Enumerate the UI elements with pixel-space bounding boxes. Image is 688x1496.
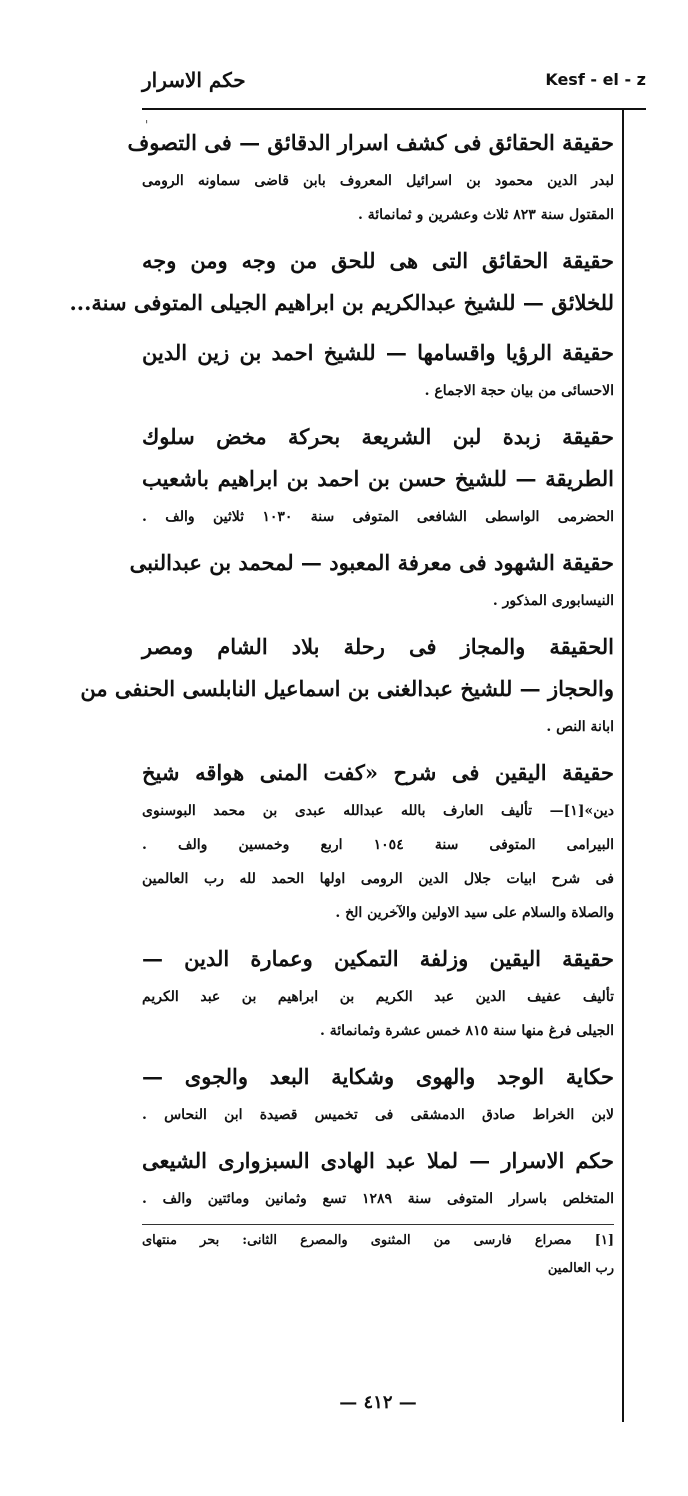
entry-title-line: حقيقة اليقين فى شرح «كفت المنى هواقه شيخ <box>142 760 614 785</box>
entry-title-line: حكم الاسرار — لملا عبد الهادى السبزوارى الشيعى <box>142 1148 614 1173</box>
entry-title-line: والحجاز — للشيخ عبدالغنى بن اسماعيل النابلسى الحنفى من <box>80 676 614 701</box>
entry-title-line: حقيقة الحقائق فى كشف اسرار الدقائق — فى التصوف <box>127 130 614 155</box>
page-number: — ٤١٢ — <box>339 1392 417 1413</box>
entry-title-line: للخلائق — للشيخ عبدالكريم بن ابراهيم الجيلى المتوفى سنة... <box>69 290 614 315</box>
entry-body-line: البيرامى المتوفى سنة ١٠٥٤ اربع وخمسين والف . <box>142 837 614 853</box>
margin-mark: ' <box>145 118 149 132</box>
entry-title-line: حقيقة الحقائق التى هى للحق من وجه ومن وجه <box>142 248 614 273</box>
catalogue-entry <box>142 1056 614 1132</box>
entry-body-line: الحضرمى الواسطى الشافعى المتوفى سنة ١٠٣٠ ثلاثين والف . <box>142 509 614 525</box>
catalogue-entry <box>142 416 614 534</box>
entry-body-line: تأليف عفيف الدين عبد الكريم بن ابراهيم بن عبد الكريم <box>142 989 614 1005</box>
catalogue-entry <box>142 1140 614 1216</box>
running-header-title: حكم الاسرار <box>142 68 246 92</box>
entry-body-line: المتخلص باسرار المتوفى سنة ١٢٨٩ تسع وثمانين ومائتين والف . <box>142 1191 615 1207</box>
footnote-rule <box>142 1224 614 1225</box>
entry-body-line: الاحسائى من بيان حجة الاجماع . <box>424 383 614 399</box>
entry-body-line: لابن الخراط صادق الدمشقى فى تخميس قصيدة ابن النحاس . <box>142 1107 614 1123</box>
header-rule <box>142 108 646 110</box>
footnote-line: رب العالمين <box>547 1261 614 1276</box>
entry-body-line: ابانة النص . <box>546 719 614 735</box>
entry-body-line: لبدر الدين محمود بن اسرائيل المعروف بابن قاضى سماونه الرومى <box>142 173 614 189</box>
entry-body-line: النيسابورى المذكور . <box>492 593 614 609</box>
running-header <box>142 62 646 102</box>
footnote-line: [١] مصراع فارسى من المثنوى والمصرع الثانى: بحر منتهاى <box>142 1233 614 1248</box>
catalogue-entry <box>142 938 614 1048</box>
entry-title-line: الحقيقة والمجاز فى رحلة بلاد الشام ومصر <box>142 634 614 659</box>
catalogue-entry <box>69 240 614 324</box>
entry-title-line: الطريقة — للشيخ حسن بن احمد بن ابراهيم باشعيب <box>142 466 614 491</box>
catalogue-entry <box>80 626 614 744</box>
entry-title-line: حقيقة الشهود فى معرفة المعبود — لمحمد بن عبدالنبى <box>129 550 614 575</box>
entry-title-line: حكاية الوجد والهوى وشكاية البعد والجوى — <box>142 1064 614 1089</box>
catalogue-entry <box>142 332 614 408</box>
catalogue-entry <box>142 752 614 930</box>
entry-body-line: الجيلى فرغ منها سنة ٨١٥ خمس عشرة وثمانمائة . <box>320 1023 614 1039</box>
entry-body-line: المقتول سنة ٨٢٣ ثلاث وعشرين و ثمانمائة . <box>358 207 614 223</box>
column-rule <box>622 110 624 1422</box>
entry-body-line: والصلاة والسلام على سيد الاولين والآخرين الخ . <box>335 905 614 921</box>
entry-title-line: حقيقة اليقين وزلفة التمكين وعمارة الدين — <box>142 946 614 971</box>
entry-title-line: حقيقة زبدة لبن الشريعة بحركة مخض سلوك <box>142 424 614 449</box>
catalogue-entry <box>127 122 614 232</box>
running-header-code: Kesf - el - z <box>545 70 646 89</box>
entry-title-line: حقيقة الرؤيا واقسامها — للشيخ احمد بن زين الدين <box>142 340 614 365</box>
entry-body-line: فى شرح ابيات جلال الدين الرومى اولها الحمد لله رب العالمين <box>142 871 614 887</box>
entry-body-line: دين»[١]— تأليف العارف بالله عبدالله عبدى بن محمد البوسنوى <box>142 803 614 819</box>
catalogue-entries <box>69 122 615 1283</box>
footnote <box>142 1227 614 1283</box>
catalogue-entry <box>129 542 614 618</box>
